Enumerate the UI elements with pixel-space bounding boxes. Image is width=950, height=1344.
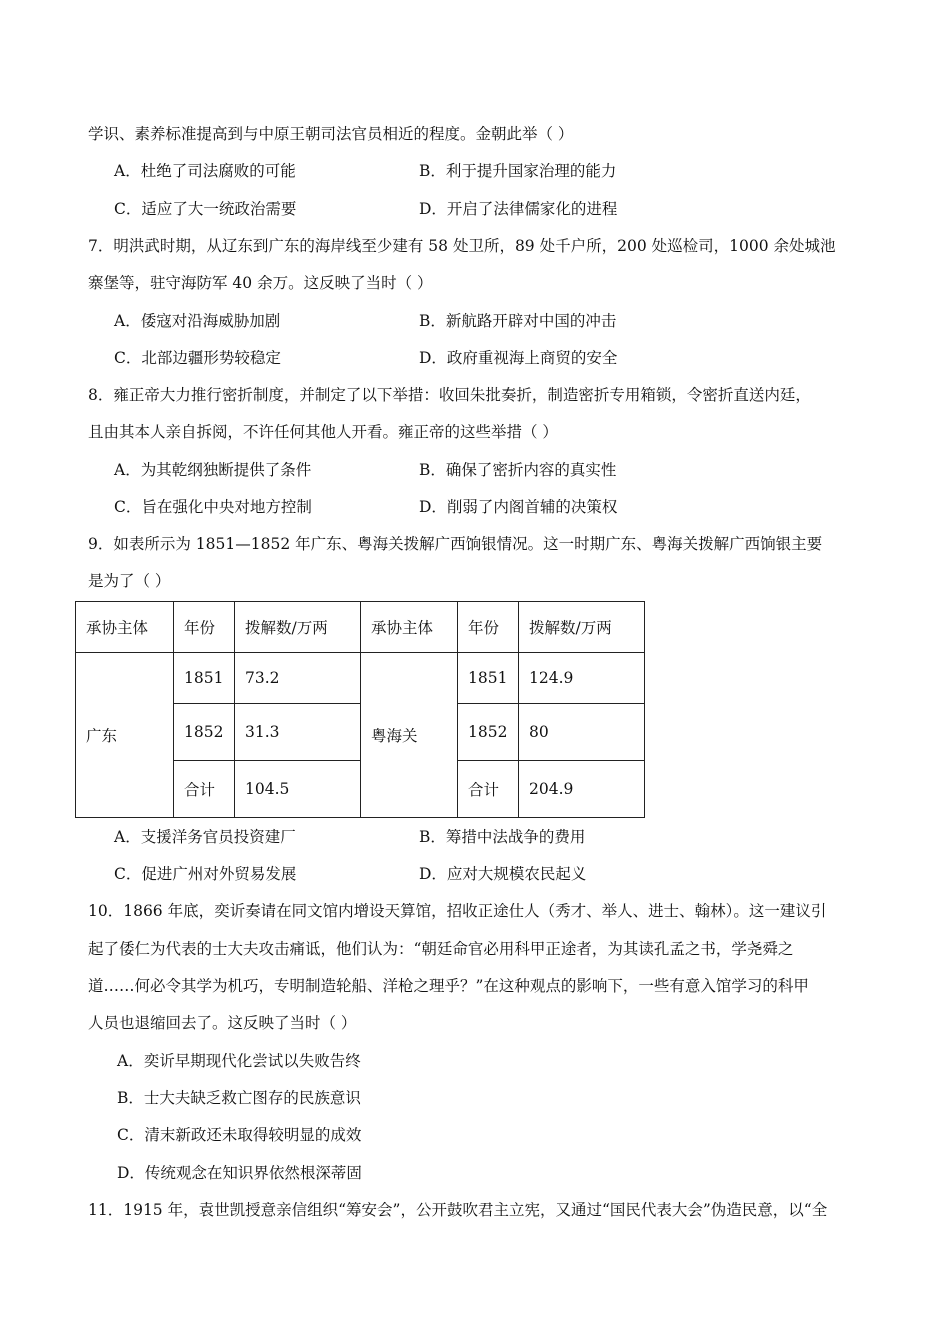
table-cell: 1852 xyxy=(458,704,519,761)
table-cell: 合计 xyxy=(174,761,235,818)
table-header-cell: 年份 xyxy=(174,602,235,653)
q10-option-d[interactable]: D．传统观念在知识界依然根深蒂固 xyxy=(117,1164,362,1182)
q9-option-a[interactable]: A．支援洋务官员投资建厂 xyxy=(114,828,296,846)
q9-option-b[interactable]: B．筹措中法战争的费用 xyxy=(419,828,586,846)
q10-option-b[interactable]: B．士大夫缺乏救亡图存的民族意识 xyxy=(117,1089,361,1107)
q6-stem-line-1: 学识、素养标准提高到与中原王朝司法官员相近的程度。金朝此举（ ） xyxy=(88,125,574,143)
table-row xyxy=(76,653,645,704)
q7-option-d[interactable]: D．政府重视海上商贸的安全 xyxy=(419,349,618,367)
table-cell: 204.9 xyxy=(519,761,645,818)
q6-option-a[interactable]: A．杜绝了司法腐败的可能 xyxy=(114,162,296,180)
q7-option-a[interactable]: A．倭寇对沿海威胁加剧 xyxy=(114,312,281,330)
q10-stem-line-3: 道……何必令其学为机巧，专明制造轮船、洋枪之理乎？”在这种观点的影响下，一些有意入馆学习的科甲 xyxy=(88,977,809,995)
table-cell: 124.9 xyxy=(519,653,645,704)
q9-stem-line-1: 9．如表所示为 1851—1852 年广东、粤海关拨解广西饷银情况。这一时期广东、粤海关拨解广西饷银主要 xyxy=(88,535,823,553)
q8-option-a[interactable]: A．为其乾纲独断提供了条件 xyxy=(114,461,312,479)
silver-allocation-table xyxy=(75,601,645,818)
table-header-cell: 拨解数/万两 xyxy=(519,602,645,653)
q8-option-b[interactable]: B．确保了密折内容的真实性 xyxy=(419,461,617,479)
table-cell: 1851 xyxy=(458,653,519,704)
q6-option-b[interactable]: B．利于提升国家治理的能力 xyxy=(419,162,617,180)
table-cell: 80 xyxy=(519,704,645,761)
table-cell: 合计 xyxy=(458,761,519,818)
q7-stem-line-2: 寨堡等，驻守海防军 40 余万。这反映了当时（ ） xyxy=(88,274,433,292)
table-header-row xyxy=(76,602,645,653)
table-subject-cell: 广东 xyxy=(76,653,174,818)
q7-option-b[interactable]: B．新航路开辟对中国的冲击 xyxy=(419,312,617,330)
table-subject-cell: 粤海关 xyxy=(361,653,458,818)
q8-stem-line-2: 且由其本人亲自拆阅，不许任何其他人开看。雍正帝的这些举措（ ） xyxy=(88,423,558,441)
table-header-cell: 承协主体 xyxy=(76,602,174,653)
q8-option-d[interactable]: D．削弱了内阁首辅的决策权 xyxy=(419,498,618,516)
q10-stem-line-4: 人员也退缩回去了。这反映了当时（ ） xyxy=(88,1014,357,1032)
q6-option-d[interactable]: D．开启了法律儒家化的进程 xyxy=(419,200,618,218)
q11-stem-line-1: 11．1915 年，袁世凯授意亲信组织“筹安会”，公开鼓吹君主立宪，又通过“国民代表大会”伪造民意，以“全 xyxy=(88,1201,828,1219)
table-cell: 73.2 xyxy=(235,653,361,704)
q7-option-c[interactable]: C．北部边疆形势较稳定 xyxy=(114,349,281,367)
q10-stem-line-1: 10．1866 年底，奕䜣奏请在同文馆内增设天算馆，招收正途仕人（秀才、举人、进士、翰林）。这一建议引 xyxy=(88,902,827,920)
table-cell: 1852 xyxy=(174,704,235,761)
table-cell: 31.3 xyxy=(235,704,361,761)
table-cell: 104.5 xyxy=(235,761,361,818)
q10-stem-line-2: 起了倭仁为代表的士大夫攻击痛诋，他们认为：“朝廷命官必用科甲正途者，为其读孔孟之书，学尧舜之 xyxy=(88,940,794,958)
q6-option-c[interactable]: C．适应了大一统政治需要 xyxy=(114,200,297,218)
q9-stem-line-2: 是为了（ ） xyxy=(88,572,171,590)
q9-option-c[interactable]: C．促进广州对外贸易发展 xyxy=(114,865,297,883)
q10-option-c[interactable]: C．清末新政还未取得较明显的成效 xyxy=(117,1126,362,1144)
q10-option-a[interactable]: A．奕䜣早期现代化尝试以失败告终 xyxy=(117,1052,361,1070)
table-header-cell: 年份 xyxy=(458,602,519,653)
table-header-cell: 拨解数/万两 xyxy=(235,602,361,653)
table-header-cell: 承协主体 xyxy=(361,602,458,653)
q8-stem-line-1: 8．雍正帝大力推行密折制度，并制定了以下举措：收回朱批奏折，制造密折专用箱锁，令密折直送内廷， xyxy=(88,386,811,404)
table-cell: 1851 xyxy=(174,653,235,704)
q9-option-d[interactable]: D．应对大规模农民起义 xyxy=(419,865,587,883)
q7-stem-line-1: 7．明洪武时期，从辽东到广东的海岸线至少建有 58 处卫所，89 处千户所，200 处巡检司，1000 余处城池 xyxy=(88,237,836,255)
q8-option-c[interactable]: C．旨在强化中央对地方控制 xyxy=(114,498,312,516)
